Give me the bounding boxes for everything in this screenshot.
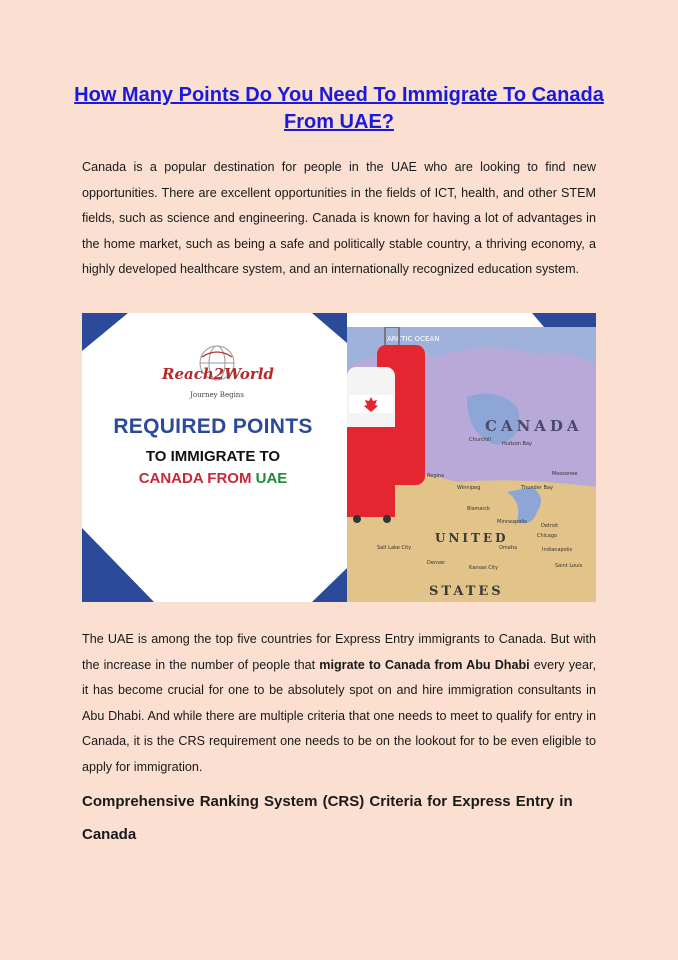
para2-after: every year, it has become crucial for one to be absolutely spot on and hire immigration consultants in Abu Dhabi. And while there are multiple criteria that one needs to meet to qualify for entry in Canada, it is the CRS requirement one needs to be on the lookout for to be even eligible to apply for immigration. xyxy=(82,657,596,774)
map-label-kansas: Kansas City xyxy=(469,565,499,571)
banner-line-1: REQUIRED POINTS xyxy=(113,415,313,438)
banner-line-2: TO IMMIGRATE TO xyxy=(145,448,281,465)
map-label-denver: Denver xyxy=(427,560,446,566)
map-illustration xyxy=(347,327,596,602)
brand-logo xyxy=(162,345,272,425)
para2-before: The UAE is among the top five countries for Express Entry immigrants to Canada. But with the increase in the number of people that xyxy=(82,632,596,672)
map-label-hudson: Hudson Bay xyxy=(502,441,532,447)
map-label-moosonee: Moosonee xyxy=(552,471,578,477)
map-label-indianapolis: Indianapolis xyxy=(542,547,573,553)
map-label-states: STATES xyxy=(429,584,504,599)
map-label-ocean: ARCTIC OCEAN xyxy=(387,335,440,343)
banner-line-3b: UAE xyxy=(255,470,288,487)
map-label-regina: Regina xyxy=(427,473,445,479)
banner-image xyxy=(82,313,596,602)
banner-line-3a: CANADA FROM xyxy=(138,470,256,487)
body-paragraph-2 xyxy=(82,627,596,780)
brand-tagline: Journey Begins xyxy=(190,391,244,399)
map-label-canada: CANADA xyxy=(485,417,583,435)
map-label-omaha: Omaha xyxy=(499,545,518,551)
section-heading: Comprehensive Ranking System (CRS) Criteria for Express Entry in Canada xyxy=(82,793,573,843)
para2-link[interactable]: migrate to Canada from Abu Dhabi xyxy=(319,657,530,672)
map-label-thunder: Thunder Bay xyxy=(521,485,553,491)
title-link[interactable]: How Many Points Do You Need To Immigrate To Canada From UAE? xyxy=(74,84,604,133)
map-label-detroit: Detroit xyxy=(541,523,559,529)
banner-left-panel xyxy=(82,313,329,602)
map-label-stlouis: Saint Louis xyxy=(555,563,583,569)
intro-paragraph: Canada is a popular destination for people in the UAE who are looking to find new opportunities. There are excellent opportunities in the fields of ICT, health, and other STEM fields, such as science and engineering. Canada is known for having a lot of advantages in the home market, such as being a safe and politically stable country, a thriving economy, a highly developed healthcare system, and an internationally recognized education system. xyxy=(82,160,596,276)
map-label-chicago: Chicago xyxy=(537,533,558,539)
map-label-churchill: Churchill xyxy=(469,437,491,443)
map-label-slc: Salt Lake City xyxy=(377,545,412,551)
banner-line-3 xyxy=(96,470,330,487)
map-label-bismarck: Bismarck xyxy=(467,506,490,512)
map-label-minneapolis: Minneapolis xyxy=(497,519,527,525)
brand-name: Reach2World xyxy=(162,365,274,383)
map-label-winnipeg: Winnipeg xyxy=(457,485,481,491)
map-label-united: UNITED xyxy=(435,531,509,545)
page-title[interactable] xyxy=(60,82,618,136)
